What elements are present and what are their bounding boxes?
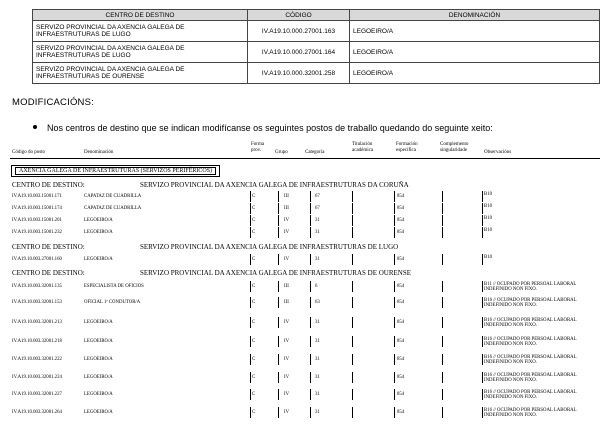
cell-formacion: 854 bbox=[397, 410, 405, 415]
centro-heading bbox=[12, 243, 399, 251]
cell-categoria: 31 bbox=[315, 375, 320, 380]
table-row bbox=[12, 356, 600, 364]
cell-observacions: B16 // OCUPADO POR PERSOAL LABORAL INDEFINIDO NON FIXO. bbox=[484, 298, 577, 308]
cell-categoria: 31 bbox=[315, 339, 320, 344]
column-divider bbox=[394, 389, 395, 400]
centro-name: SERVIZO PROVINCIAL DA AXENCIA GALEGA DE INFRAESTRUTURAS DA CORUÑA bbox=[140, 181, 409, 189]
cell-observacions: B16 // OCUPADO POR PERSOAL LABORAL INDEFINIDO NON FIXO. bbox=[484, 337, 577, 347]
column-divider bbox=[278, 354, 279, 365]
column-divider bbox=[442, 227, 443, 238]
column-divider bbox=[278, 336, 279, 347]
column-divider bbox=[250, 281, 251, 292]
hdr-categoria: Categoría bbox=[305, 150, 325, 155]
column-divider bbox=[394, 215, 395, 226]
column-divider bbox=[278, 407, 279, 418]
hdr-denominacion: Denominación bbox=[84, 150, 114, 155]
hdr-formacion: Formación específica bbox=[396, 142, 418, 153]
cell-categoria: 31 bbox=[315, 218, 320, 223]
column-divider bbox=[394, 203, 395, 214]
column-divider bbox=[310, 372, 311, 383]
cell-categoria: 31 bbox=[315, 320, 320, 325]
centro-label: CENTRO DE DESTINO: bbox=[12, 269, 85, 277]
cell-codigo: IV.A19.10.003.32001.153 bbox=[12, 300, 62, 305]
column-divider bbox=[394, 297, 395, 308]
column-divider bbox=[250, 317, 251, 328]
col-header-codigo: CÓDIGO bbox=[248, 10, 350, 21]
centro-label: CENTRO DE DESTINO: bbox=[12, 181, 85, 189]
cell-denominacion: LEGOEIRO/A bbox=[84, 230, 113, 235]
cell-categoria: 31 bbox=[315, 257, 320, 262]
cell-observacions: B10 bbox=[484, 228, 492, 233]
cell-codigo: IV.A19.10.000.27001.163 bbox=[248, 21, 350, 42]
cell-categoria: 31 bbox=[315, 230, 320, 235]
cell-codigo: IV.A19.10.003.27001.160 bbox=[12, 257, 62, 262]
column-divider bbox=[394, 281, 395, 292]
cell-denominacion: LEGOEIRO/A bbox=[84, 320, 113, 325]
column-divider bbox=[394, 354, 395, 365]
hdr-titulacion: Titulación académica bbox=[352, 142, 374, 153]
column-divider bbox=[352, 297, 353, 308]
cell-formacion: 854 bbox=[397, 206, 405, 211]
column-divider bbox=[310, 317, 311, 328]
column-divider bbox=[310, 203, 311, 214]
cell-centro: SERVIZO PROVINCIAL DA AXENCIA GALEGA DE INFRAESTRUTURAS DE OURENSE bbox=[33, 63, 248, 84]
cell-formacion: 854 bbox=[397, 284, 405, 289]
column-divider bbox=[250, 227, 251, 238]
cell-codigo: IV.A19.10.003.32001.213 bbox=[12, 320, 62, 325]
bullet-item bbox=[33, 123, 493, 133]
column-divider bbox=[394, 372, 395, 383]
column-divider bbox=[352, 227, 353, 238]
table-row bbox=[12, 256, 600, 264]
centro-name: SERVIZO PROVINCIAL DA AXENCIA GALEGA DE INFRAESTRUTURAS DE LUGO bbox=[140, 243, 399, 251]
column-divider bbox=[250, 254, 251, 265]
cell-codigo: IV.A19.10.003.32001.218 bbox=[12, 339, 62, 344]
table-row bbox=[12, 319, 600, 327]
table-row bbox=[12, 391, 600, 399]
cell-grupo: IV bbox=[284, 257, 290, 262]
column-divider bbox=[278, 191, 279, 202]
column-divider bbox=[442, 407, 443, 418]
column-divider bbox=[250, 297, 251, 308]
cell-grupo: III bbox=[284, 284, 289, 289]
cell-codigo: IV.A19.10.003.15001.201 bbox=[12, 218, 62, 223]
cell-denominacion: LEGOEIRO/A bbox=[350, 21, 600, 42]
cell-codigo: IV.A19.10.000.27001.164 bbox=[248, 42, 350, 63]
column-divider bbox=[352, 354, 353, 365]
cell-codigo: IV.A19.10.003.15001.174 bbox=[12, 206, 62, 211]
group-label: AXENCIA GALEGA DE INFRAESTRUTURAS (SERVIZOS PERIFÉRICOS) bbox=[15, 167, 216, 175]
cell-categoria: 67 bbox=[315, 194, 320, 199]
cell-grupo: IV bbox=[284, 339, 290, 344]
table-row bbox=[12, 299, 600, 307]
cell-observacions: B16 // OCUPADO POR PERSOAL LABORAL INDEFINIDO NON FIXO. bbox=[484, 390, 577, 400]
cell-observacions: B10 bbox=[484, 192, 492, 197]
cell-formacion: 854 bbox=[397, 392, 405, 397]
cell-categoria: 6 bbox=[315, 284, 318, 289]
column-divider bbox=[352, 203, 353, 214]
cell-categoria: 31 bbox=[315, 410, 320, 415]
cell-denominacion: LEGOEIRO/A bbox=[350, 42, 600, 63]
column-divider bbox=[278, 254, 279, 265]
cell-grupo: III bbox=[284, 206, 289, 211]
cell-denominacion: LEGOEIRO/A bbox=[84, 392, 113, 397]
cell-denominacion: LEGOEIRO/A bbox=[84, 218, 113, 223]
column-divider bbox=[482, 354, 483, 365]
column-divider bbox=[250, 191, 251, 202]
column-divider bbox=[278, 227, 279, 238]
cell-denominacion: LEGOEIRO/A bbox=[350, 63, 600, 84]
column-divider bbox=[442, 215, 443, 226]
column-divider bbox=[278, 281, 279, 292]
cell-forma: C bbox=[252, 375, 256, 380]
centro-heading bbox=[12, 269, 412, 277]
column-divider bbox=[278, 297, 279, 308]
cell-codigo: IV.A19.10.003.15001.171 bbox=[12, 194, 62, 199]
column-divider bbox=[278, 215, 279, 226]
table-row bbox=[12, 229, 600, 237]
cell-formacion: 854 bbox=[397, 257, 405, 262]
destination-table bbox=[32, 9, 600, 84]
column-divider bbox=[482, 297, 483, 308]
cell-denominacion: LEGOEIRO/A bbox=[84, 339, 113, 344]
table-row bbox=[12, 217, 600, 225]
column-divider bbox=[352, 281, 353, 292]
cell-grupo: III bbox=[284, 300, 289, 305]
column-divider bbox=[394, 336, 395, 347]
cell-denominacion: ESPECIALISTA DE OFICIOS bbox=[84, 284, 144, 289]
column-divider bbox=[482, 203, 483, 214]
cell-categoria: 31 bbox=[315, 392, 320, 397]
cell-formacion: 854 bbox=[397, 230, 405, 235]
cell-codigo: IV.A19.10.003.32001.227 bbox=[12, 392, 62, 397]
table-row bbox=[12, 374, 600, 382]
cell-forma: C bbox=[252, 392, 256, 397]
cell-forma: C bbox=[252, 410, 256, 415]
cell-forma: C bbox=[252, 218, 256, 223]
column-divider bbox=[278, 317, 279, 328]
cell-denominacion: LEGOEIRO/A bbox=[84, 410, 113, 415]
cell-categoria: 31 bbox=[315, 357, 320, 362]
cell-formacion: 854 bbox=[397, 357, 405, 362]
section-title: MODIFICACIÓNS: bbox=[12, 97, 94, 108]
column-divider bbox=[310, 389, 311, 400]
cell-formacion: 854 bbox=[397, 300, 405, 305]
cell-forma: C bbox=[252, 284, 256, 289]
bullet-text: Nos centros de destino que se indican modifícanse os seguintes postos de traballo quedando do seguinte xeito: bbox=[47, 123, 493, 133]
column-divider bbox=[250, 389, 251, 400]
cell-codigo: IV.A19.10.003.32001.222 bbox=[12, 357, 62, 362]
cell-centro: SERVIZO PROVINCIAL DA AXENCIA GALEGA DE INFRAESTRUTURAS DE LUGO bbox=[33, 42, 248, 63]
col-header-denominacion: DENOMINACIÓN bbox=[350, 10, 600, 21]
cell-observacions: B10 bbox=[484, 255, 492, 260]
column-divider bbox=[442, 254, 443, 265]
table-row bbox=[12, 283, 600, 291]
table-row bbox=[33, 21, 600, 42]
centro-name: SERVIZO PROVINCIAL DA AXENCIA GALEGA DE INFRAESTRUTURAS DE OURENSE bbox=[140, 269, 412, 277]
column-divider bbox=[442, 389, 443, 400]
cell-categoria: 63 bbox=[315, 300, 320, 305]
cell-forma: C bbox=[252, 300, 256, 305]
column-divider bbox=[310, 215, 311, 226]
cell-forma: C bbox=[252, 230, 256, 235]
cell-codigo: IV.A19.10.000.32001.258 bbox=[248, 63, 350, 84]
centro-label: CENTRO DE DESTINO: bbox=[12, 243, 85, 251]
column-divider bbox=[394, 191, 395, 202]
table-row bbox=[12, 193, 600, 201]
cell-formacion: 854 bbox=[397, 218, 405, 223]
column-divider bbox=[352, 191, 353, 202]
column-divider bbox=[278, 372, 279, 383]
hdr-observacions: Observacións bbox=[484, 150, 512, 155]
column-divider bbox=[278, 203, 279, 214]
column-divider bbox=[310, 281, 311, 292]
column-divider bbox=[250, 203, 251, 214]
cell-forma: C bbox=[252, 194, 256, 199]
cell-observacions: B10 bbox=[484, 216, 492, 221]
cell-observacions: B16 // OCUPADO POR PERSOAL LABORAL INDEFINIDO NON FIXO. bbox=[484, 318, 577, 328]
cell-codigo: IV.A19.10.003.15001.232 bbox=[12, 230, 62, 235]
column-divider bbox=[482, 317, 483, 328]
column-divider bbox=[250, 215, 251, 226]
column-divider bbox=[442, 191, 443, 202]
cell-forma: C bbox=[252, 206, 256, 211]
cell-denominacion: OFICIAL 1ª CONDUTOR/A bbox=[84, 300, 141, 305]
table-row bbox=[12, 205, 600, 213]
column-divider bbox=[250, 336, 251, 347]
column-divider bbox=[394, 227, 395, 238]
column-divider bbox=[352, 389, 353, 400]
column-divider bbox=[310, 227, 311, 238]
cell-formacion: 854 bbox=[397, 320, 405, 325]
cell-grupo: III bbox=[284, 194, 289, 199]
column-divider bbox=[310, 336, 311, 347]
cell-observacions: B11 // OCUPADO POR PERSOAL LABORAL INDEFINIDO NON FIXO. bbox=[484, 282, 577, 292]
column-divider bbox=[250, 372, 251, 383]
cell-codigo: IV.A19.10.003.32001.135 bbox=[12, 284, 62, 289]
column-divider bbox=[482, 191, 483, 202]
table-row bbox=[33, 42, 600, 63]
column-divider bbox=[250, 354, 251, 365]
column-divider bbox=[442, 336, 443, 347]
cell-formacion: 854 bbox=[397, 339, 405, 344]
column-divider bbox=[310, 191, 311, 202]
table-row bbox=[33, 63, 600, 84]
column-divider bbox=[482, 215, 483, 226]
column-divider bbox=[482, 407, 483, 418]
column-divider bbox=[352, 407, 353, 418]
cell-formacion: 854 bbox=[397, 375, 405, 380]
centro-heading bbox=[12, 181, 409, 189]
column-divider bbox=[250, 407, 251, 418]
column-divider bbox=[482, 254, 483, 265]
column-divider bbox=[482, 227, 483, 238]
cell-denominacion: CAPATAZ DE CUADRILLA bbox=[84, 206, 142, 211]
cell-denominacion: CAPATAZ DE CUADRILLA bbox=[84, 194, 142, 199]
hdr-forma-prov: Forma prov. bbox=[251, 142, 265, 153]
cell-forma: C bbox=[252, 320, 256, 325]
column-divider bbox=[352, 372, 353, 383]
cell-grupo: IV bbox=[284, 375, 290, 380]
column-divider bbox=[352, 254, 353, 265]
column-divider bbox=[442, 281, 443, 292]
column-divider bbox=[394, 407, 395, 418]
cell-grupo: IV bbox=[284, 218, 290, 223]
column-divider bbox=[352, 336, 353, 347]
header-rule bbox=[10, 158, 600, 159]
col-header-centro: CENTRO DE DESTINO bbox=[33, 10, 248, 21]
cell-observacions: B16 // OCUPADO POR PERSOAL LABORAL INDEFINIDO NON FIXO. bbox=[484, 355, 577, 365]
column-divider bbox=[482, 389, 483, 400]
cell-formacion: 854 bbox=[397, 194, 405, 199]
column-divider bbox=[442, 354, 443, 365]
cell-forma: C bbox=[252, 339, 256, 344]
cell-categoria: 67 bbox=[315, 206, 320, 211]
column-divider bbox=[442, 297, 443, 308]
cell-observacions: B16 // OCUPADO POR PERSOAL LABORAL INDEFINIDO NON FIXO. bbox=[484, 408, 577, 418]
cell-codigo: IV.A19.10.003.32001.224 bbox=[12, 375, 62, 380]
column-divider bbox=[482, 372, 483, 383]
cell-forma: C bbox=[252, 257, 256, 262]
cell-grupo: IV bbox=[284, 230, 290, 235]
cell-observacions: B16 // OCUPADO POR PERSOAL LABORAL INDEFINIDO NON FIXO. bbox=[484, 373, 577, 383]
hdr-complemento: Complemento singularidade bbox=[440, 142, 469, 153]
hdr-codigo: Código do posto bbox=[12, 150, 46, 155]
column-divider bbox=[442, 203, 443, 214]
column-divider bbox=[310, 407, 311, 418]
cell-grupo: IV bbox=[284, 410, 290, 415]
table-row bbox=[12, 338, 600, 346]
column-divider bbox=[352, 317, 353, 328]
cell-grupo: IV bbox=[284, 357, 290, 362]
cell-forma: C bbox=[252, 357, 256, 362]
column-divider bbox=[310, 254, 311, 265]
cell-observacions: B10 bbox=[484, 204, 492, 209]
bullet-icon bbox=[33, 125, 37, 129]
column-divider bbox=[482, 336, 483, 347]
column-divider bbox=[442, 317, 443, 328]
column-divider bbox=[278, 389, 279, 400]
column-divider bbox=[352, 215, 353, 226]
cell-grupo: IV bbox=[284, 320, 290, 325]
group-label-box bbox=[11, 165, 220, 177]
column-divider bbox=[394, 254, 395, 265]
hdr-grupo: Grupo bbox=[275, 150, 288, 155]
cell-centro: SERVIZO PROVINCIAL DA AXENCIA GALEGA DE INFRAESTRUTURAS DE LUGO bbox=[33, 21, 248, 42]
column-divider bbox=[442, 372, 443, 383]
column-divider bbox=[394, 317, 395, 328]
column-divider bbox=[310, 297, 311, 308]
cell-denominacion: LEGOEIRO/A bbox=[84, 257, 113, 262]
cell-grupo: IV bbox=[284, 392, 290, 397]
cell-denominacion: LEGOEIRO/A bbox=[84, 357, 113, 362]
table-row bbox=[12, 409, 600, 417]
cell-codigo: IV.A19.10.003.32001.264 bbox=[12, 410, 62, 415]
cell-denominacion: LEGOEIRO/A bbox=[84, 375, 113, 380]
column-divider bbox=[310, 354, 311, 365]
column-divider bbox=[482, 281, 483, 292]
